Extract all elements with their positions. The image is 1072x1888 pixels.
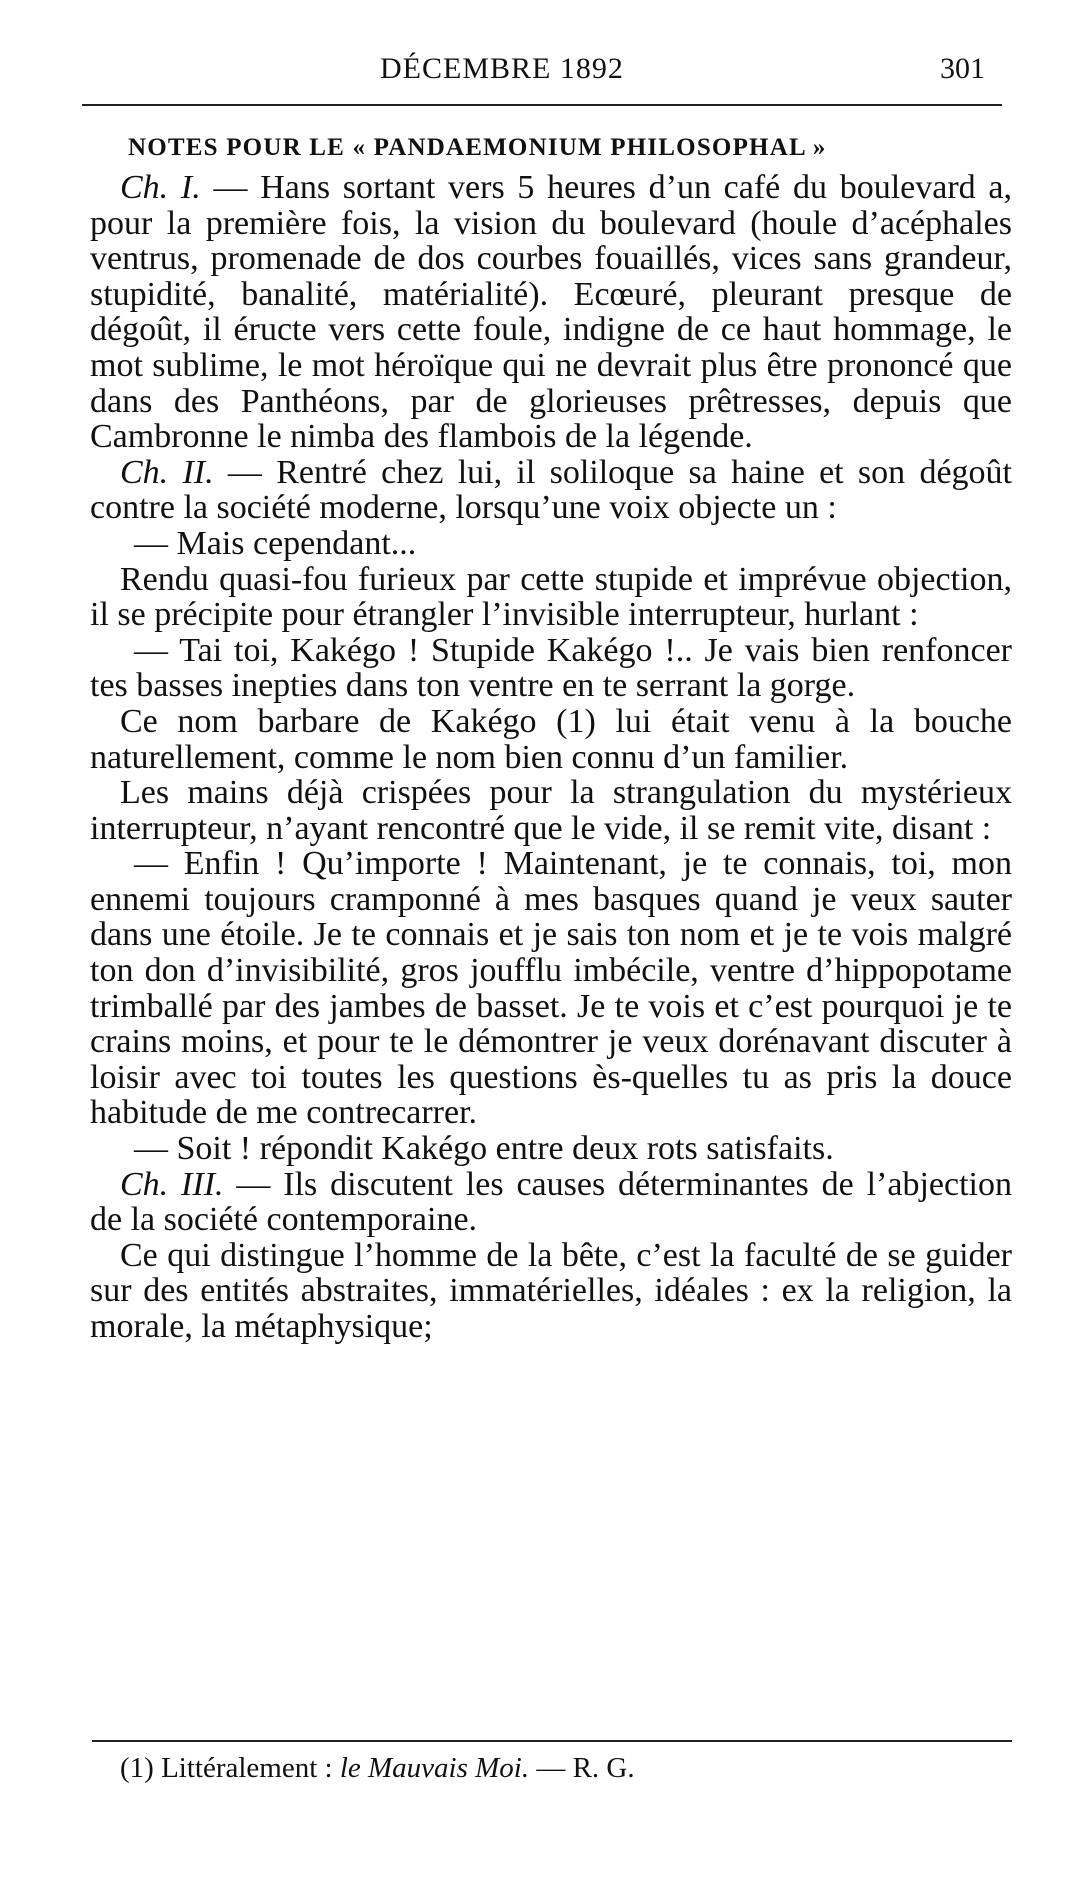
paragraph-text: Ce nom barbare de Kakégo (1) lui était venu à la bouche naturellement, comme le nom bien connu d’un familier. bbox=[90, 702, 1012, 776]
paragraph bbox=[90, 562, 1012, 633]
paragraph bbox=[90, 846, 1012, 1131]
paragraph-text: — Hans sortant vers 5 heures d’un café du boulevard a, pour la première fois, la vision du boulevard (houle d’acéphales ventrus, promenade de dos courbes fouaillés, vices sans grandeur, stupidité, banalité, matérialité). Ecœuré, pleurant presque de dégoût, il éructe vers cette foule, indigne de ce haut hommage, le mot sublime, le mot héroïque qui ne devrait plus être prononcé que dans des Panthéons, par de glorieuses prêtresses, depuis que Cambronne le nimba des flambois de la légende. bbox=[90, 169, 1012, 456]
paragraph-text: Ce qui distingue l’homme de la bête, c’est la faculté de se guider sur des entités abstraites, immatérielles, idéales : ex la religion, la morale, la métaphysique; bbox=[90, 1236, 1012, 1345]
paragraph bbox=[90, 1167, 1012, 1238]
page-number: 301 bbox=[940, 52, 985, 85]
paragraph bbox=[90, 455, 1012, 526]
footnote-signature: — R. G. bbox=[536, 1752, 635, 1784]
paragraph-text: Rendu quasi-fou furieux par cette stupide et imprévue objection, il se précipite pour étrangler l’invisible interrupteur, hurlant : bbox=[90, 560, 1012, 634]
paragraph-text: — Soit ! répondit Kakégo entre deux rots satisfaits. bbox=[134, 1130, 834, 1168]
paragraph bbox=[90, 1238, 1012, 1345]
footnote-marker: (1) Littéralement : bbox=[120, 1752, 333, 1784]
footnote-italic: le Mauvais Moi. bbox=[339, 1752, 530, 1784]
chapter-label: Ch. III. bbox=[120, 1165, 224, 1203]
footnote bbox=[120, 1752, 635, 1785]
paragraph-text: — Tai toi, Kakégo ! Stupide Kakégo !.. Je vais bien renfoncer tes basses inepties dans ton ventre en te serrant la gorge. bbox=[90, 631, 1012, 705]
paragraph bbox=[90, 170, 1012, 455]
paragraph bbox=[90, 775, 1012, 846]
header-rule bbox=[82, 104, 1002, 106]
paragraph-text: Les mains déjà crispées pour la strangulation du mystérieux interrupteur, n’ayant rencontré que le vide, il se remit vite, disant : bbox=[90, 774, 1012, 847]
chapter-label: Ch. I. bbox=[120, 169, 201, 206]
paragraph-text: — Enfin ! Qu’importe ! Maintenant, je te connais, toi, mon ennemi toujours cramponné à mes basques quand je veux sauter dans une étoile. Je te connais et je sais ton nom et je te vois malgré ton don d’invisibilité, gros joufflu imbécile, ventre d’hippopotame trimballé par des jambes de basset. Je te vois et c’est pourquoi je te crains moins, et pour te le démontrer je veux dorénavant discuter à loisir avec toi toutes les questions ès-quelles tu as pris la douce habitude de me contrecarrer. bbox=[90, 845, 1012, 1132]
paragraph bbox=[90, 633, 1012, 704]
paragraph-text: — Rentré chez lui, il soliloque sa haine et son dégoût contre la société moderne, lorsqu’une voix objecte un : bbox=[90, 453, 1012, 527]
section-heading: NOTES POUR LE « PANDAEMONIUM PHILOSOPHAL » bbox=[128, 134, 827, 161]
paragraph bbox=[90, 526, 1012, 562]
paragraph-text: — Mais cependant... bbox=[134, 524, 417, 562]
running-head bbox=[0, 52, 1072, 92]
paragraph bbox=[90, 1131, 1012, 1167]
paragraph-text: — Ils discutent les causes déterminantes de l’abjection de la société contemporaine. bbox=[90, 1165, 1012, 1239]
running-head-title: DÉCEMBRE 1892 bbox=[380, 52, 624, 85]
chapter-label: Ch. II. bbox=[120, 453, 214, 491]
paragraph bbox=[90, 704, 1012, 775]
footnote-rule bbox=[92, 1740, 1012, 1742]
body-text bbox=[90, 170, 1012, 1345]
